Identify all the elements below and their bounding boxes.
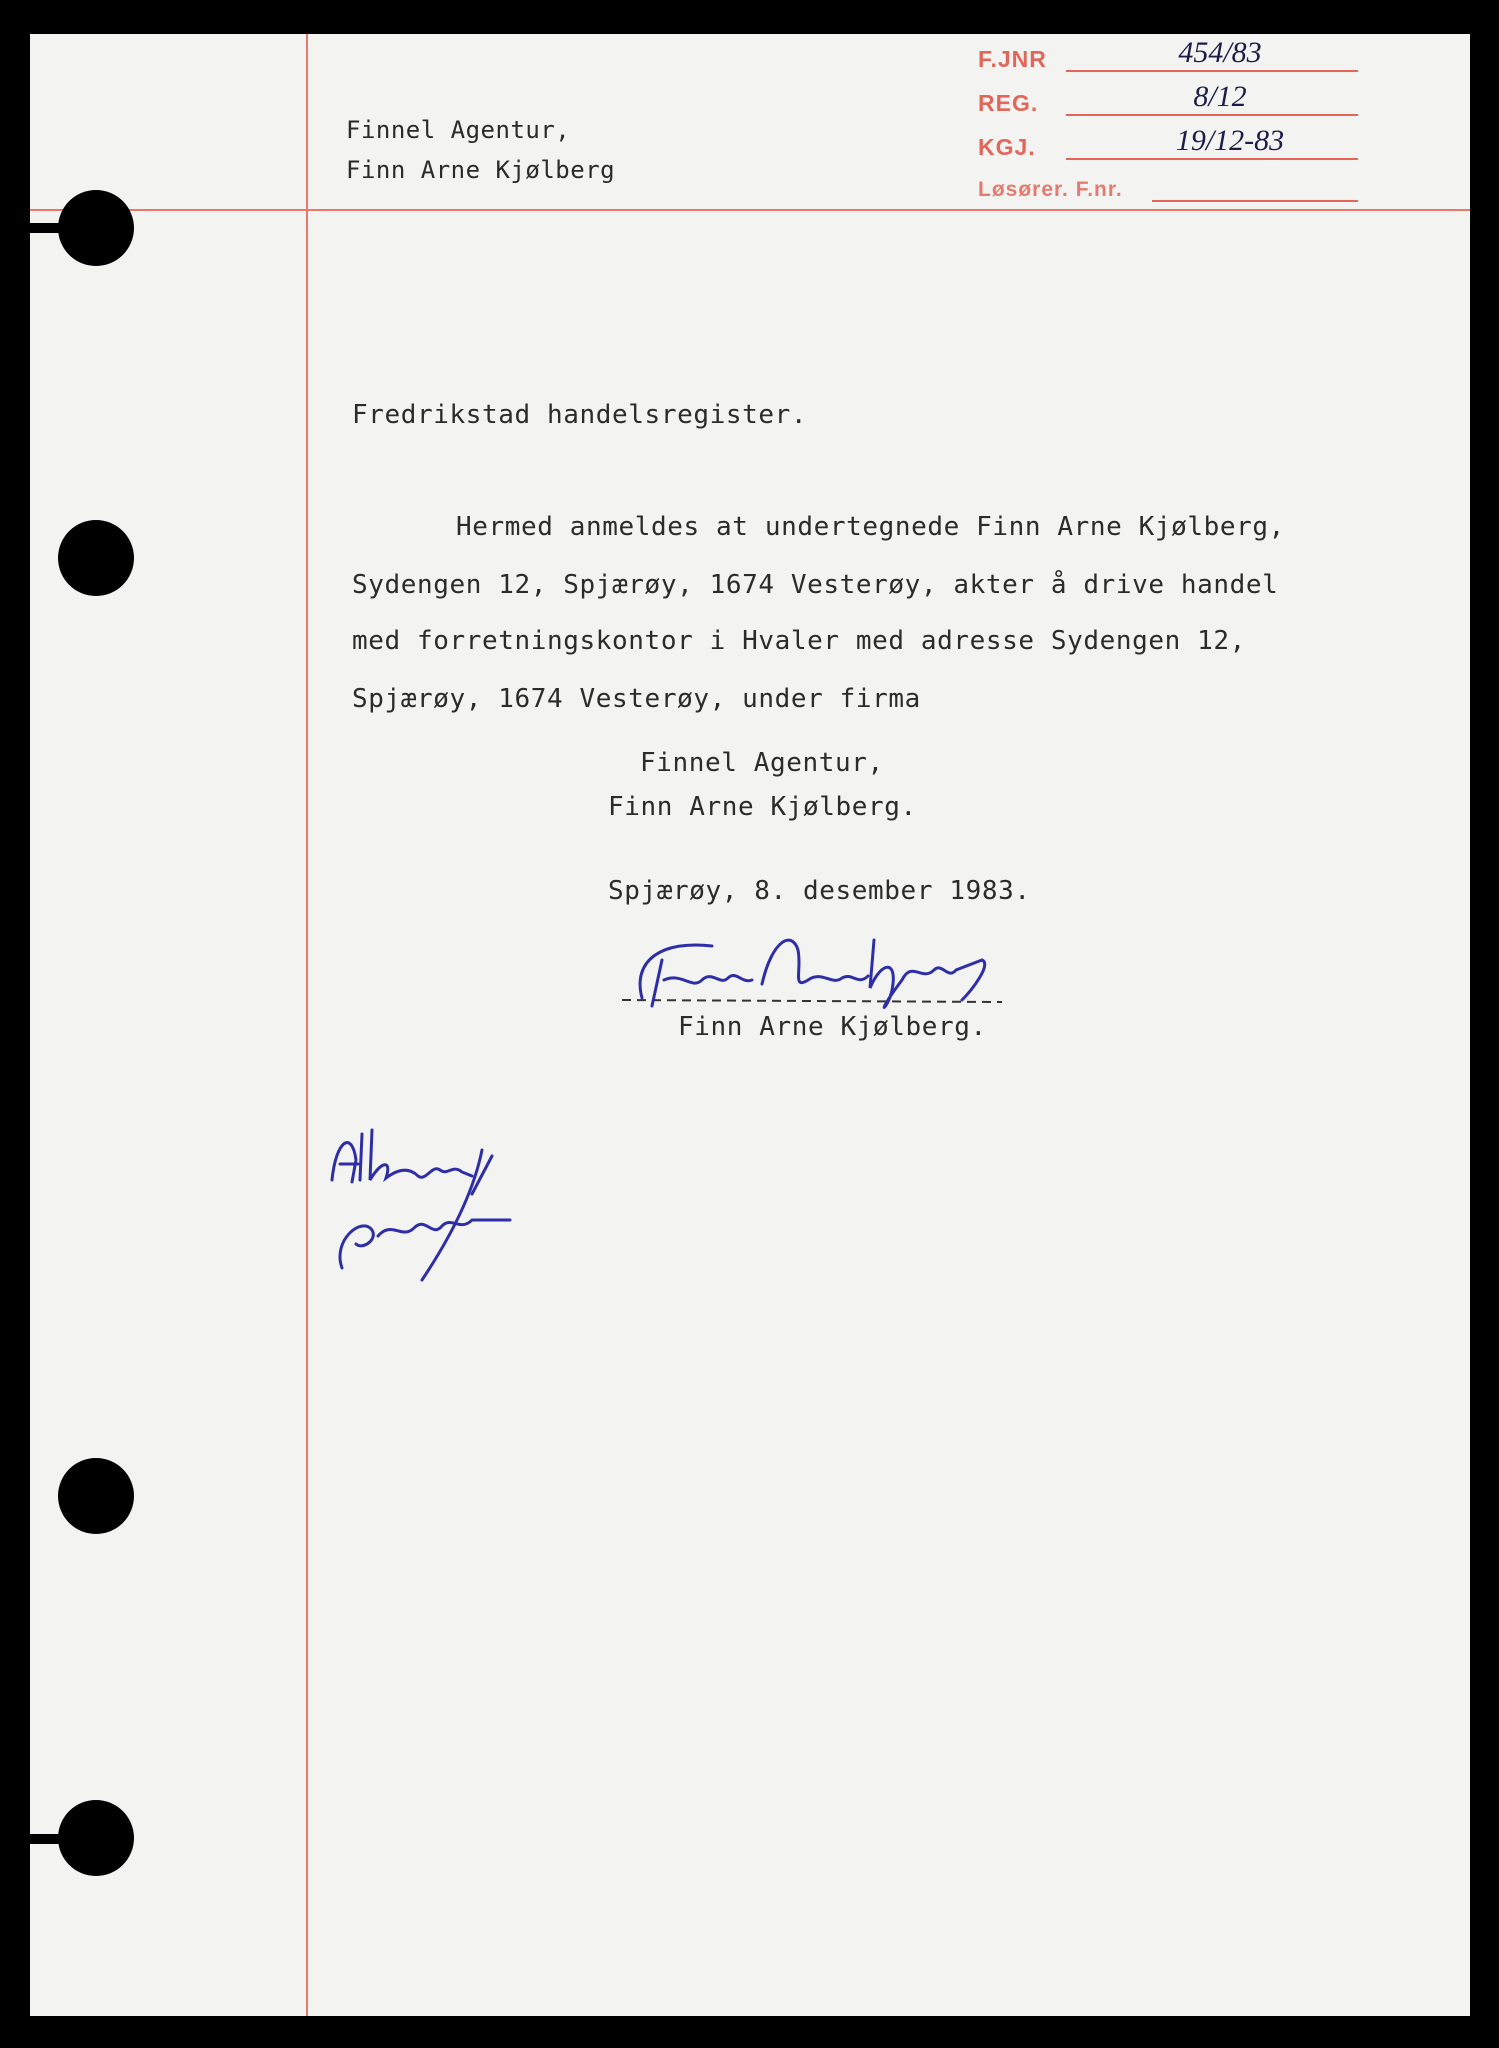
stamp-fjnr-line [1066,70,1358,72]
paragraph-line-4: Spjærøy, 1674 Vesterøy, under firma [352,684,921,714]
stamp-fjnr-value: 454/83 [1178,36,1262,69]
stamp-reg-label: REG. [978,90,1039,116]
paragraph-line-3: med forretningskontor i Hvaler med adresse Sydengen 12, [352,626,1246,656]
stamp-kgj-label: KGJ. [978,134,1036,160]
signature-name: Finn Arne Kjølberg. [678,1012,987,1042]
punch-hole-tab-4 [30,1834,70,1844]
stamp-reg-line [1066,114,1358,116]
header-rule [30,209,1470,211]
stamp-fjnr-label: F.JNR [978,46,1047,72]
punch-hole-3 [58,1458,134,1534]
margin-line [306,34,308,2016]
attestation-handwritten [322,1120,542,1290]
paragraph-line-2: Sydengen 12, Spjærøy, 1674 Vesterøy, akter å drive handel [352,570,1279,600]
document-page [30,34,1470,2016]
recipient: Fredrikstad handelsregister. [352,400,808,430]
firm-name-line-2: Finn Arne Kjølberg. [608,792,917,822]
stamp-losorer-line [1152,200,1358,202]
punch-hole-2 [58,520,134,596]
paragraph-line-1: Hermed anmeldes at undertegnede Finn Arne Kjølberg, [456,512,1285,542]
stamp-kgj-value: 19/12-83 [1175,124,1285,157]
place-date: Spjærøy, 8. desember 1983. [608,876,1031,906]
stamp-reg-value: 8/12 [1193,80,1247,113]
stamp-losorer-label: Løsører. F.nr. [978,178,1123,201]
firm-name-line-1: Finnel Agentur, [640,748,884,778]
stamp-kgj-line [1066,158,1358,160]
sender-line-2: Finn Arne Kjølberg [346,156,616,184]
punch-hole-tab-1 [30,223,70,233]
sender-line-1: Finnel Agentur, [346,116,571,144]
